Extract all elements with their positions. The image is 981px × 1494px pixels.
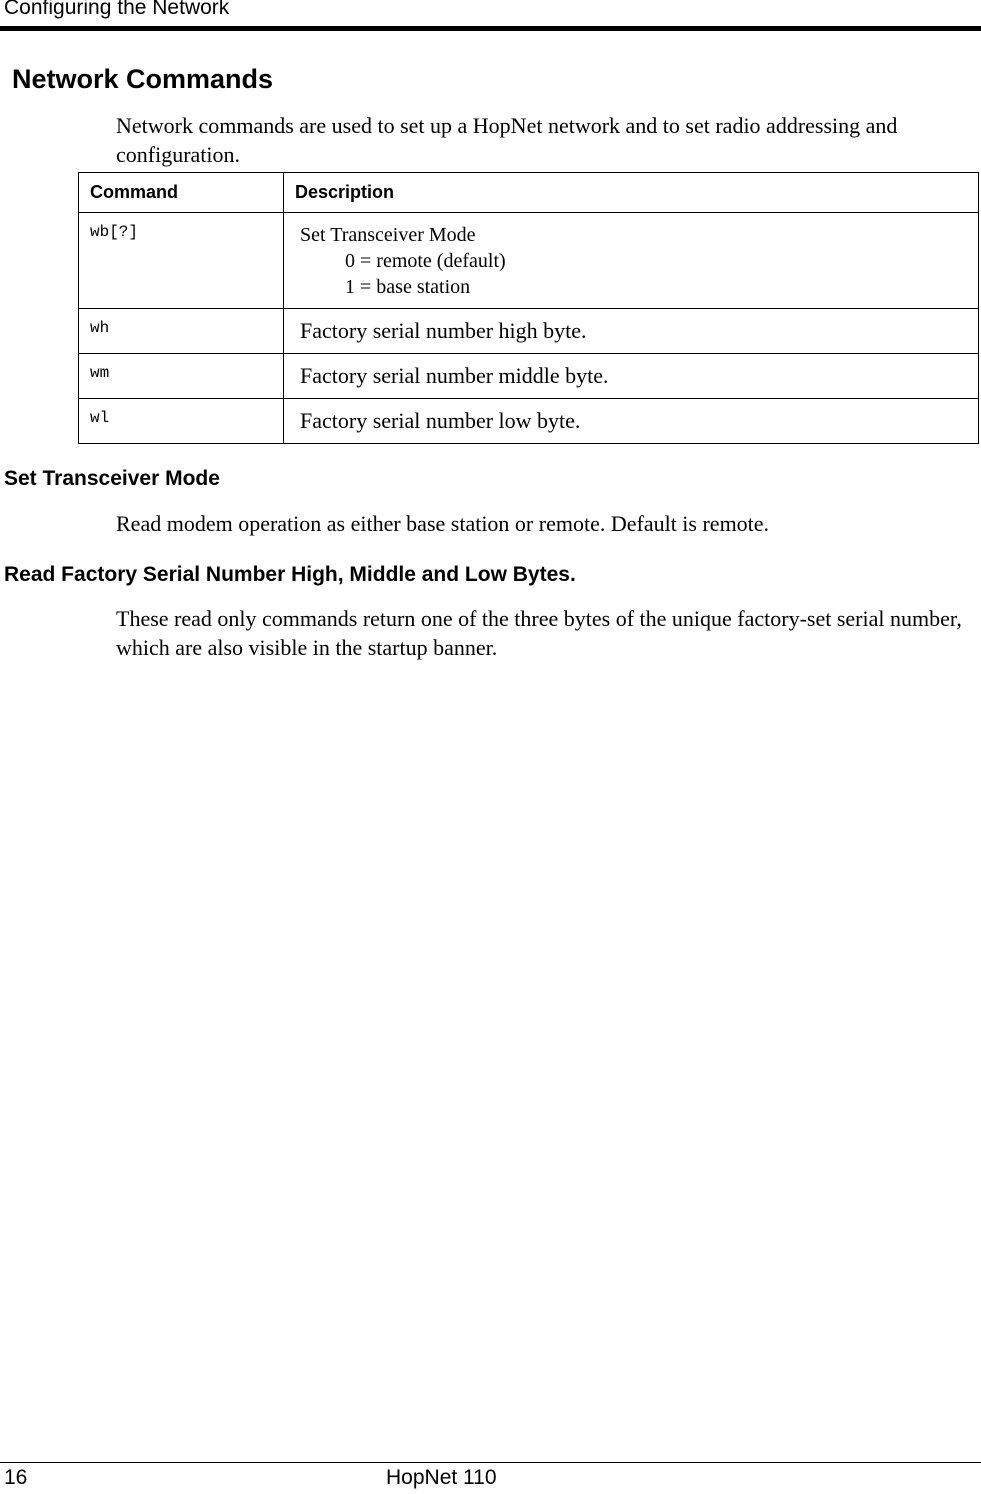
page-number: 16 — [4, 1466, 28, 1489]
command-code: wb[?] — [90, 223, 139, 241]
table-row — [79, 213, 979, 309]
description-text: Set Transceiver Mode — [300, 224, 476, 246]
subsection-heading-serial-number: Read Factory Serial Number High, Middle and Low Bytes. — [4, 563, 576, 586]
description-cell — [284, 213, 979, 309]
description-text: Factory serial number low byte. — [300, 408, 581, 433]
table-row — [79, 399, 979, 444]
footer-title: HopNet 110 — [386, 1466, 497, 1489]
running-header: Configuring the Network — [4, 0, 230, 19]
subsection-body-transceiver-mode: Read modem operation as either base station or remote. Default is remote. — [116, 511, 770, 536]
column-header-description: Description — [284, 173, 979, 213]
command-code: wl — [90, 409, 110, 427]
option-remote: 0 = remote (default) — [345, 250, 506, 272]
option-base-station: 1 = base station — [345, 276, 471, 298]
header-rule — [0, 26, 981, 31]
description-cell — [284, 399, 979, 444]
section-title: Network Commands — [12, 64, 274, 94]
table-row — [79, 309, 979, 354]
column-header-command: Command — [79, 173, 284, 213]
description-cell — [284, 309, 979, 354]
command-code: wm — [90, 364, 110, 382]
description-text: Factory serial number middle byte. — [300, 363, 609, 388]
table-row — [79, 354, 979, 399]
section-intro: Network commands are used to set up a HopNet network and to set radio addressing and configuration. — [116, 113, 898, 167]
description-text: Factory serial number high byte. — [300, 318, 587, 343]
table-header-row — [79, 173, 979, 213]
subsection-heading-transceiver-mode: Set Transceiver Mode — [4, 467, 220, 490]
command-table — [78, 172, 979, 444]
command-cell — [79, 399, 284, 444]
description-cell — [284, 354, 979, 399]
footer-rule — [0, 1462, 981, 1463]
subsection-body-serial-number: These read only commands return one of the three bytes of the unique factory-set serial number, which are also visible in the startup banner. — [116, 606, 962, 660]
command-cell — [79, 354, 284, 399]
command-cell — [79, 213, 284, 309]
command-cell — [79, 309, 284, 354]
command-code: wh — [90, 319, 110, 337]
